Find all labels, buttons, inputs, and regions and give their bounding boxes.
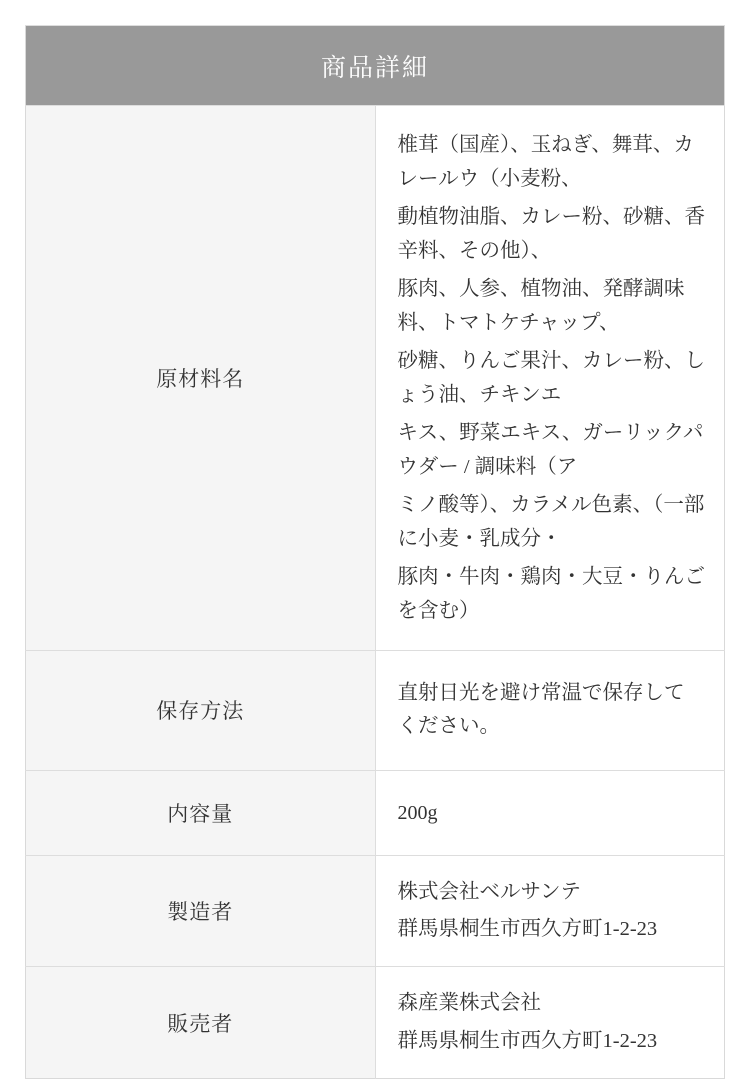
text-line: 豚肉・牛肉・鶏肉・大豆・りんごを含む） bbox=[397, 566, 705, 623]
row-value-ingredients bbox=[375, 106, 725, 651]
row-label-volume: 内容量 bbox=[26, 770, 376, 855]
text-line: 森産業株式会社 bbox=[397, 992, 541, 1015]
page-title: 商品詳細 bbox=[26, 26, 725, 106]
text-line: 群馬県桐生市西久方町1-2-23 bbox=[397, 1029, 658, 1052]
table-header-row bbox=[26, 26, 725, 106]
text-line: 椎茸（国産）、玉ねぎ、舞茸、カレールウ（小麦粉、 bbox=[397, 134, 694, 191]
row-label-manufacturer: 製造者 bbox=[26, 856, 376, 967]
text-line: ミノ酸等）、カラメル色素、（一部に小麦・乳成分・ bbox=[397, 494, 705, 551]
text-line: 群馬県桐生市西久方町1-2-23 bbox=[397, 918, 658, 941]
table-row bbox=[26, 106, 725, 651]
table-row bbox=[26, 967, 725, 1078]
row-value-manufacturer bbox=[375, 856, 725, 967]
table-row bbox=[26, 651, 725, 770]
row-label-storage: 保存方法 bbox=[26, 651, 376, 770]
text-line: 直射日光を避け常温で保存してください。 bbox=[397, 682, 685, 738]
text-line: 200g bbox=[397, 801, 438, 824]
text-line: キス、野菜エキス、ガーリックパウダー / 調味料（ア bbox=[397, 422, 704, 479]
row-value-seller bbox=[375, 967, 725, 1078]
text-line: 動植物油脂、カレー粉、砂糖、香辛料、その他）、 bbox=[397, 206, 705, 263]
table-row bbox=[26, 856, 725, 967]
text-line: 砂糖、りんご果汁、カレー粉、しょう油、チキンエ bbox=[397, 350, 705, 407]
text-line: 豚肉、人参、植物油、発酵調味料、トマトケチャップ、 bbox=[397, 278, 685, 335]
product-detail-table bbox=[25, 25, 725, 1079]
row-label-ingredients: 原材料名 bbox=[26, 106, 376, 651]
row-label-seller: 販売者 bbox=[26, 967, 376, 1078]
row-value-storage bbox=[375, 651, 725, 770]
text-line: 株式会社ベルサンテ bbox=[397, 881, 581, 904]
